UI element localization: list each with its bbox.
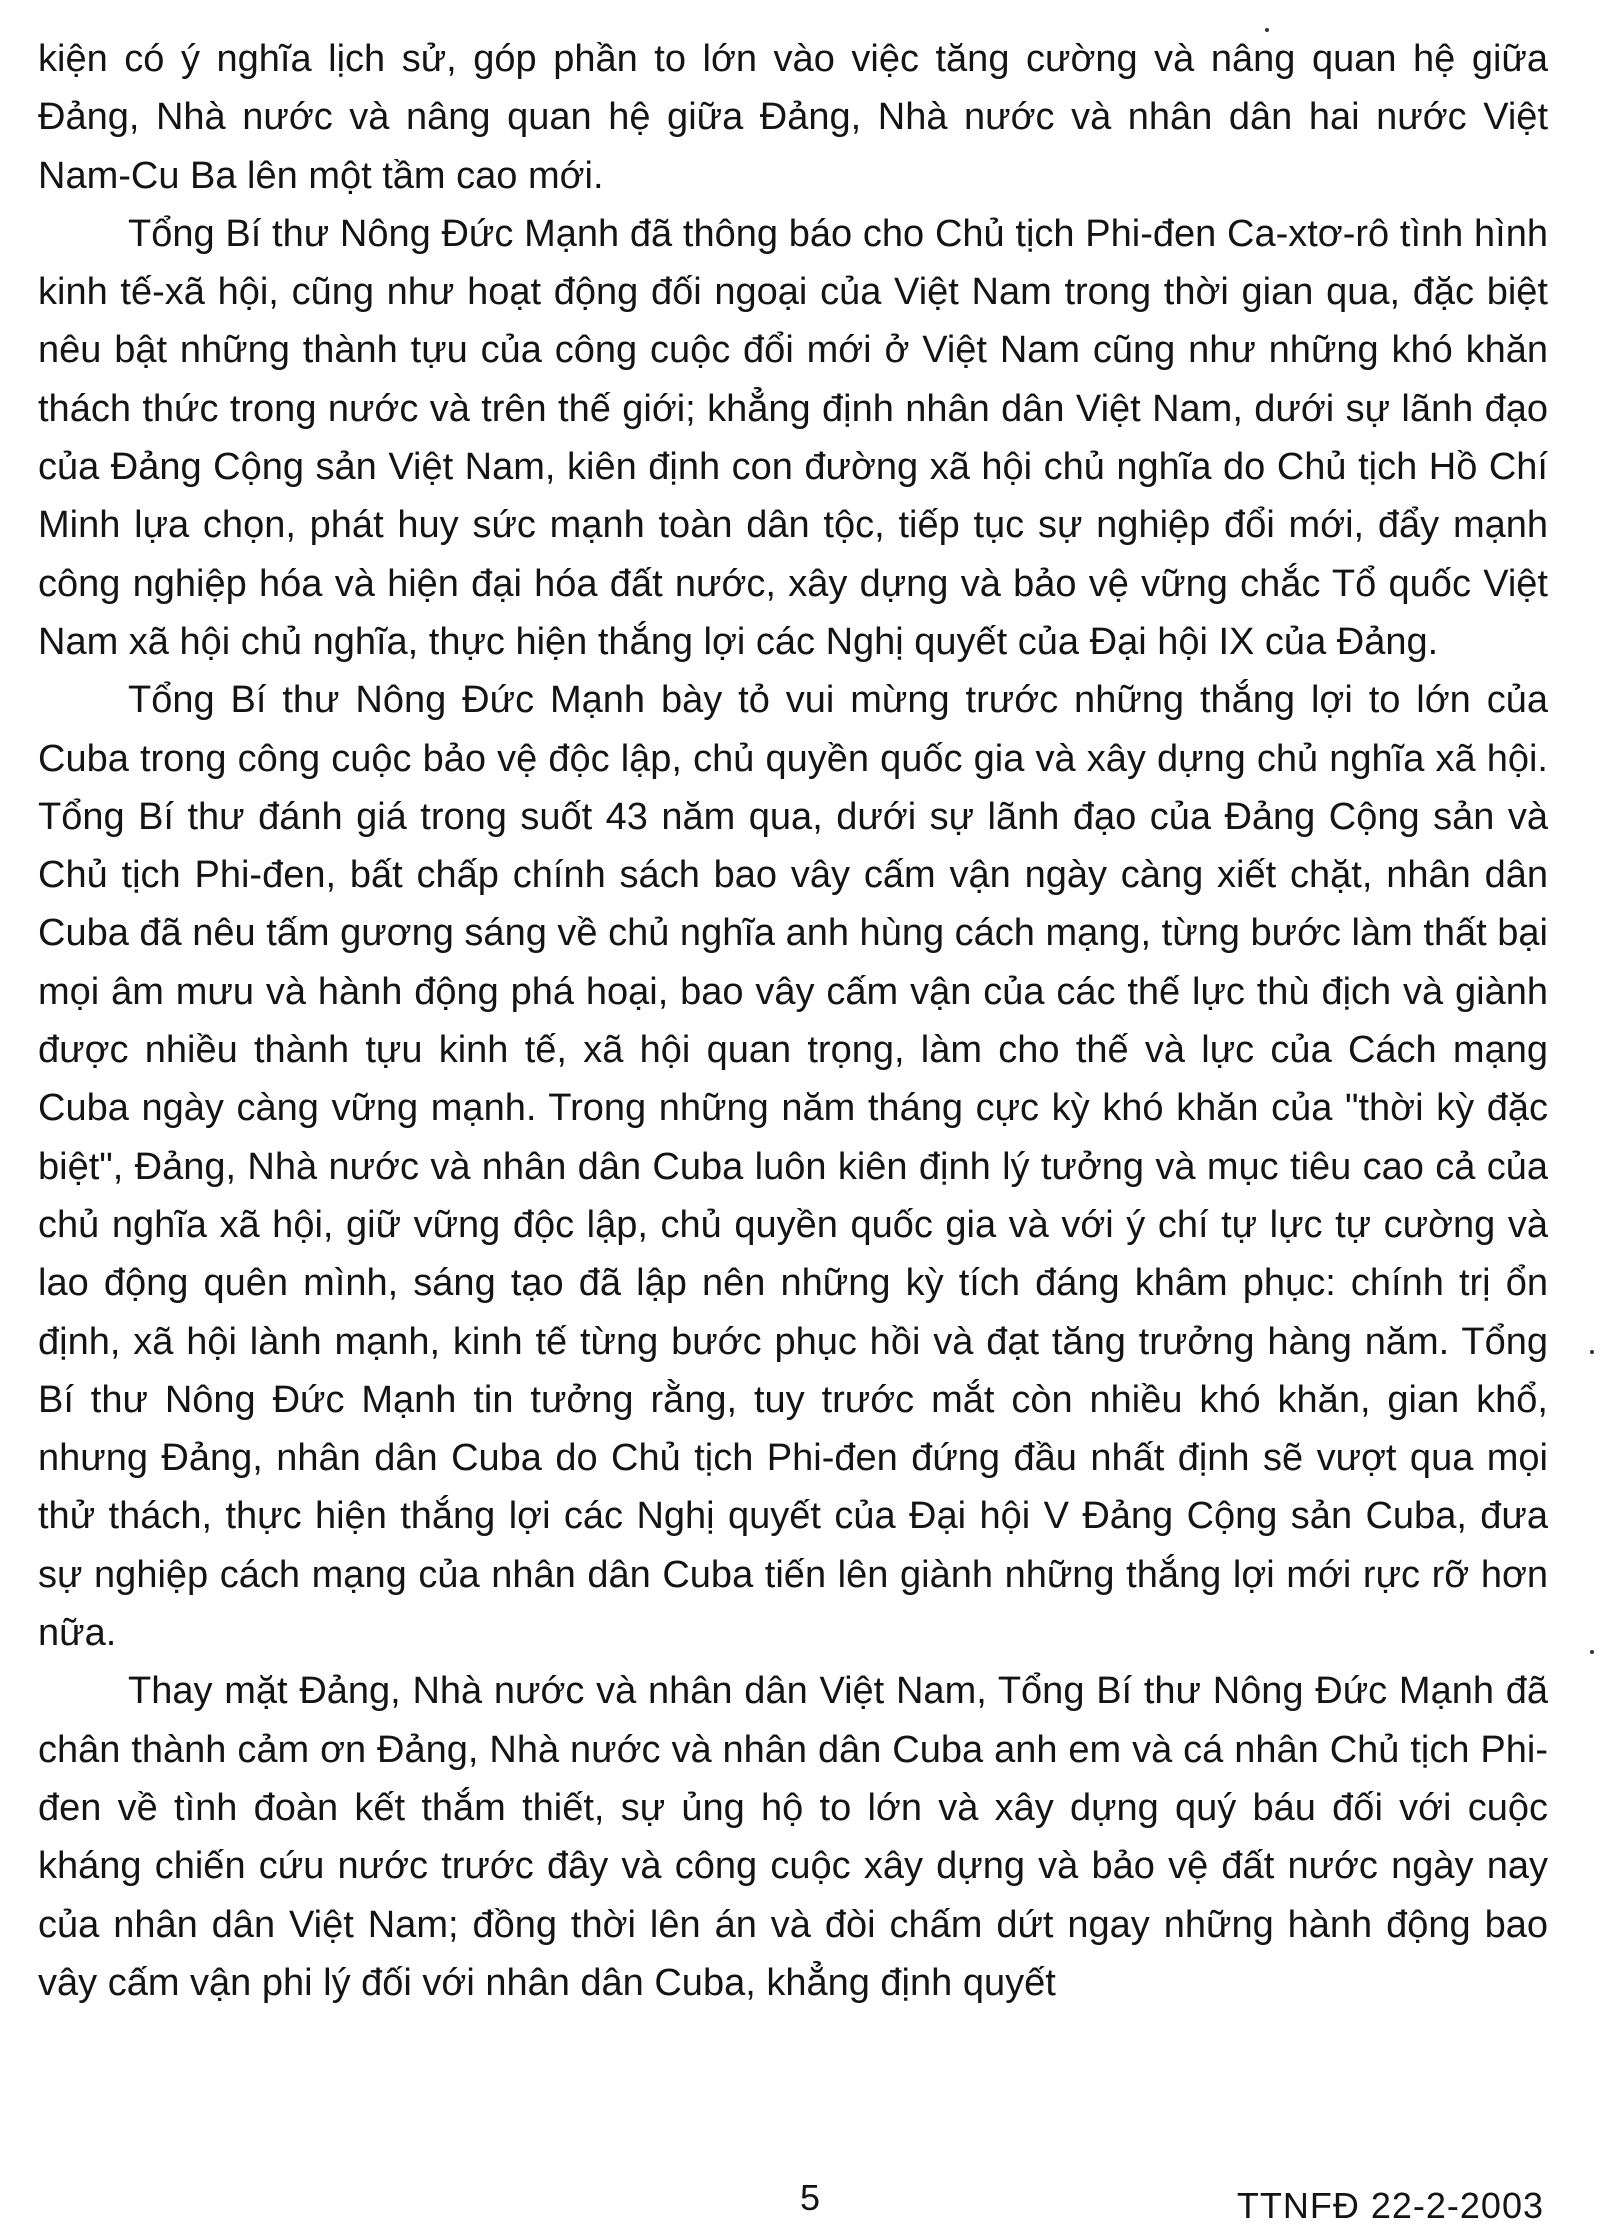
scan-speck (1590, 1650, 1594, 1654)
body-text (38, 30, 1548, 2012)
scan-speck (1265, 28, 1269, 32)
paragraph-1: kiện có ý nghĩa lịch sử, góp phần to lớn vào việc tăng cường và nâng quan hệ giữa Đảng, Nhà nước và nâng quan hệ giữa Đảng, Nhà nước và nhân dân hai nước Việt Nam-Cu Ba lên một tầm cao mới. (38, 38, 1548, 197)
document-code: TTNFĐ 22-2-2003 (1236, 2185, 1544, 2226)
scan-speck (1590, 1350, 1594, 1354)
page-number: 5 (799, 2177, 821, 2218)
paragraph-3: Tổng Bí thư Nông Đức Mạnh bày tỏ vui mừng trước những thắng lợi to lớn của Cuba trong công cuộc bảo vệ độc lập, chủ quyền quốc gia và xây dựng chủ nghĩa xã hội. Tổng Bí thư đánh giá trong suốt 43 năm qua, dưới sự lãnh đạo của Đảng Cộng sản và Chủ tịch Phi-đen, bất chấp chính sách bao vây cấm vận ngày càng xiết chặt, nhân dân Cuba đã nêu tấm gương sáng về chủ nghĩa anh hùng cách mạng, từng bước làm thất bại mọi âm mưu và hành động phá hoại, bao vây cấm vận của các thế lực thù địch và giành được nhiều thành tựu kinh tế, xã hội quan trọng, làm cho thế và lực của Cách mạng Cuba ngày càng vững mạnh. Trong những năm tháng cực kỳ khó khăn của "thời kỳ đặc biệt", Đảng, Nhà nước và nhân dân Cuba luôn kiên định lý tưởng và mục tiêu cao cả của chủ nghĩa xã hội, giữ vững độc lập, chủ quyền quốc gia và với ý chí tự lực tự cường và lao động quên mình, sáng tạo đã lập nên những kỳ tích đáng khâm phục: chính trị ổn định, xã hội lành mạnh, kinh tế từng bước phục hồi và đạt tăng trưởng hàng năm. Tổng Bí thư Nông Đức Mạnh tin tưởng rằng, tuy trước mắt còn nhiều khó khăn, gian khổ, nhưng Đảng, nhân dân Cuba do Chủ tịch Phi-đen đứng đầu nhất định sẽ vượt qua mọi thử thách, thực hiện thắng lợi các Nghị quyết của Đại hội V Đảng Cộng sản Cuba, đưa sự nghiệp cách mạng của nhân dân Cuba tiến lên giành những thắng lợi mới rực rỡ hơn nữa. (38, 679, 1548, 1655)
paragraph-2: Tổng Bí thư Nông Đức Mạnh đã thông báo cho Chủ tịch Phi-đen Ca-xtơ-rô tình hình kinh tế-xã hội, cũng như hoạt động đối ngoại của Việt Nam trong thời gian qua, đặc biệt nêu bật những thành tựu của công cuộc đổi mới ở Việt Nam cũng như những khó khăn thách thức trong nước và trên thế giới; khẳng định nhân dân Việt Nam, dưới sự lãnh đạo của Đảng Cộng sản Việt Nam, kiên định con đường xã hội chủ nghĩa do Chủ tịch Hồ Chí Minh lựa chọn, phát huy sức mạnh toàn dân tộc, tiếp tục sự nghiệp đổi mới, đẩy mạnh công nghiệp hóa và hiện đại hóa đất nước, xây dựng và bảo vệ vững chắc Tổ quốc Việt Nam xã hội chủ nghĩa, thực hiện thắng lợi các Nghị quyết của Đại hội IX của Đảng. (38, 212, 1548, 663)
paragraph-4: Thay mặt Đảng, Nhà nước và nhân dân Việt Nam, Tổng Bí thư Nông Đức Mạnh đã chân thành cảm ơn Đảng, Nhà nước và nhân dân Cuba anh em và cá nhân Chủ tịch Phi-đen về tình đoàn kết thắm thiết, sự ủng hộ to lớn và xây dựng quý báu đối với cuộc kháng chiến cứu nước trước đây và công cuộc xây dựng và bảo vệ đất nước ngày nay của nhân dân Việt Nam; đồng thời lên án và đòi chấm dứt ngay những hành động bao vây cấm vận phi lý đối với nhân dân Cuba, khẳng định quyết (38, 1670, 1548, 2004)
